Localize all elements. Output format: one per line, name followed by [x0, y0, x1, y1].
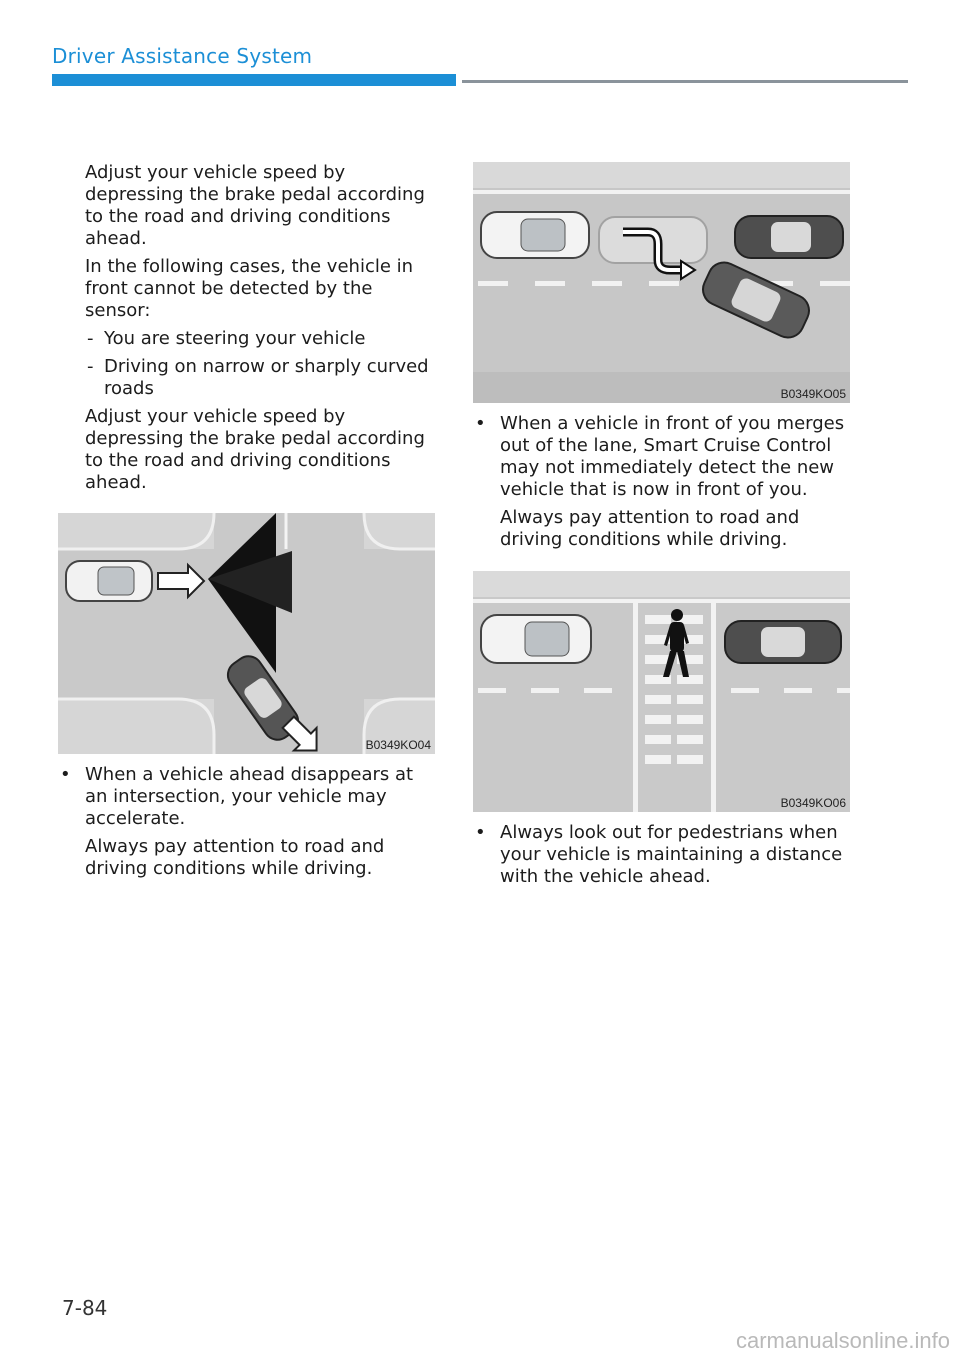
intersection-illustration	[58, 513, 435, 754]
bullet-line	[473, 822, 853, 888]
figure-code: B0349KO06	[780, 796, 846, 810]
dash-list-item	[85, 356, 435, 400]
bullet-line	[58, 764, 435, 830]
figure-code: B0349KO05	[780, 387, 846, 401]
paragraph: In the following cases, the vehicle in front cannot be detected by the sensor:	[85, 256, 414, 321]
bullet-marker: •	[475, 413, 486, 434]
bullet-subtext: Always pay attention to road and driving conditions while driving.	[85, 836, 385, 879]
bullet-marker: •	[60, 764, 71, 785]
header-rule	[462, 80, 908, 83]
bullet-item	[473, 413, 853, 551]
dash-marker: -	[87, 328, 94, 349]
paragraph: Adjust your vehicle speed by depressing the brake pedal according to the road and driving conditions ahead.	[85, 162, 425, 249]
bullet-subtext: Always pay attention to road and driving conditions while driving.	[500, 507, 800, 550]
paragraph: Adjust your vehicle speed by depressing the brake pedal according to the road and driving conditions ahead.	[85, 406, 425, 493]
watermark-link[interactable]: carmanualsonline.info	[735, 1328, 950, 1353]
section-title: Driver Assistance System	[52, 44, 313, 68]
bullet-text: When a vehicle in front of you merges out of the lane, Smart Cruise Control may not immediately detect the new vehicle that is now in front of you.	[500, 413, 845, 500]
pedestrian-crosswalk-illustration	[473, 571, 850, 812]
bullet-text: Always look out for pedestrians when your vehicle is maintaining a distance with the vehicle ahead.	[500, 822, 843, 887]
bullet-item	[58, 764, 435, 880]
lane-merge-illustration	[473, 162, 850, 403]
figure-code: B0349KO04	[365, 738, 431, 752]
bullet-line	[473, 413, 853, 501]
dash-item-text: You are steering your vehicle	[104, 328, 366, 349]
dash-marker: -	[87, 356, 94, 377]
page-number: 7-84	[62, 1296, 108, 1320]
bullet-item	[473, 822, 853, 888]
bullet-marker: •	[475, 822, 486, 843]
dash-list-item	[85, 328, 435, 350]
dash-item-text: Driving on narrow or sharply curved roads	[104, 356, 429, 399]
left-text-column	[85, 162, 435, 500]
bullet-text: When a vehicle ahead disappears at an intersection, your vehicle may accelerate.	[85, 764, 414, 829]
header-accent-bar	[52, 74, 456, 86]
